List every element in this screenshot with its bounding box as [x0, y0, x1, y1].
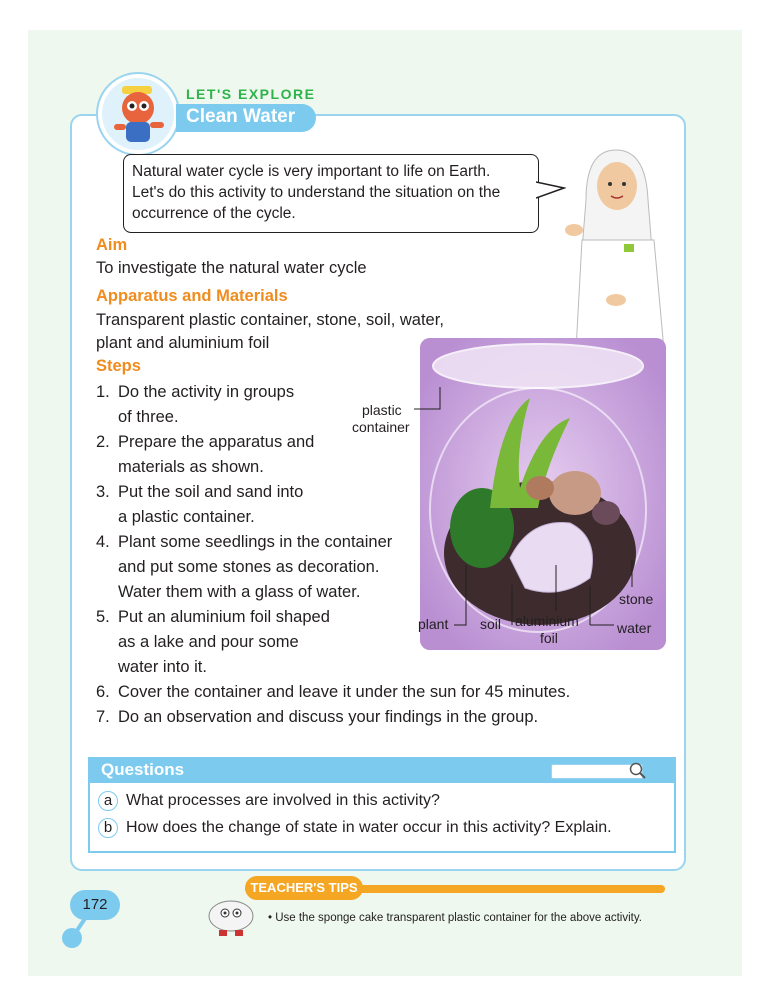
step-number: 1. [96, 383, 110, 401]
step-number: 6. [96, 683, 110, 701]
step-text: Cover the container and leave it under the sun for 45 minutes. [118, 683, 571, 701]
teachers-tips-label: TEACHER'S TIPS [245, 876, 363, 900]
label-aluminium-foil: aluminium [515, 613, 579, 629]
step-text: Do the activity in groups [118, 383, 295, 401]
label-plastic-container: container [352, 419, 410, 435]
apparatus-line: Transparent plastic container, stone, soil, water, [96, 311, 444, 329]
label-stone: stone [619, 591, 654, 607]
magnifier-icon [628, 761, 648, 781]
step-number: 5. [96, 608, 110, 626]
leader-line-plastic [412, 385, 444, 415]
questions-heading: Questions [101, 760, 185, 779]
step-text: Put the soil and sand into [118, 483, 304, 501]
step-number: 3. [96, 483, 110, 501]
step-text: Do an observation and discuss your findings in the group. [118, 708, 539, 726]
question-letter: b [98, 818, 118, 838]
bubble-line: occurrence of the cycle. [132, 205, 296, 222]
bubble-line: Let's do this activity to understand the situation on the [132, 184, 501, 201]
page-title: Clean Water [186, 106, 296, 127]
step-number: 7. [96, 708, 110, 726]
bubble-line: Natural water cycle is very important to life on Earth. [132, 163, 491, 180]
question-text: How does the change of state in water occur in this activity? Explain. [126, 819, 612, 836]
step-text: as a lake and pour some [118, 633, 299, 651]
teacher-illustration-icon [556, 140, 676, 350]
step-text: Prepare the apparatus and [118, 433, 315, 451]
label-water: water [617, 620, 652, 636]
leader-lines-bottom [450, 555, 650, 630]
label-plant: plant [418, 616, 449, 632]
step-text: of three. [118, 408, 179, 426]
label-soil: soil [480, 616, 502, 632]
teachers-tip-text: • Use the sponge cake transparent plastic container for the above activity. [268, 912, 642, 924]
step-text: water into it. [118, 658, 207, 676]
label-aluminium-foil: foil [540, 630, 558, 646]
step-text: Plant some seedlings in the container [118, 533, 393, 551]
label-plastic-container: plastic [362, 402, 402, 418]
step-text: Put an aluminium foil shaped [118, 608, 330, 626]
steps-heading: Steps [96, 357, 141, 375]
apparatus-line: plant and aluminium foil [96, 334, 270, 352]
sponge-mascot-icon [205, 896, 257, 940]
question-letter: a [98, 791, 118, 811]
step-text: and put some stones as decoration. [118, 558, 380, 576]
step-text: materials as shown. [118, 458, 264, 476]
step-text: Water them with a glass of water. [118, 583, 361, 601]
step-number: 2. [96, 433, 110, 451]
aim-heading: Aim [96, 236, 128, 254]
speech-bubble [123, 154, 539, 233]
question-item [98, 818, 612, 838]
question-item [98, 791, 440, 811]
page-number: 172 [70, 890, 120, 920]
step-number: 4. [96, 533, 110, 551]
step-text: a plastic container. [118, 508, 255, 526]
apparatus-heading: Apparatus and Materials [96, 287, 288, 305]
robot-mascot-icon [98, 74, 178, 154]
question-text: What processes are involved in this activity? [126, 792, 440, 809]
aim-text: To investigate the natural water cycle [96, 259, 367, 277]
section-kicker: LET'S EXPLORE [186, 86, 316, 102]
